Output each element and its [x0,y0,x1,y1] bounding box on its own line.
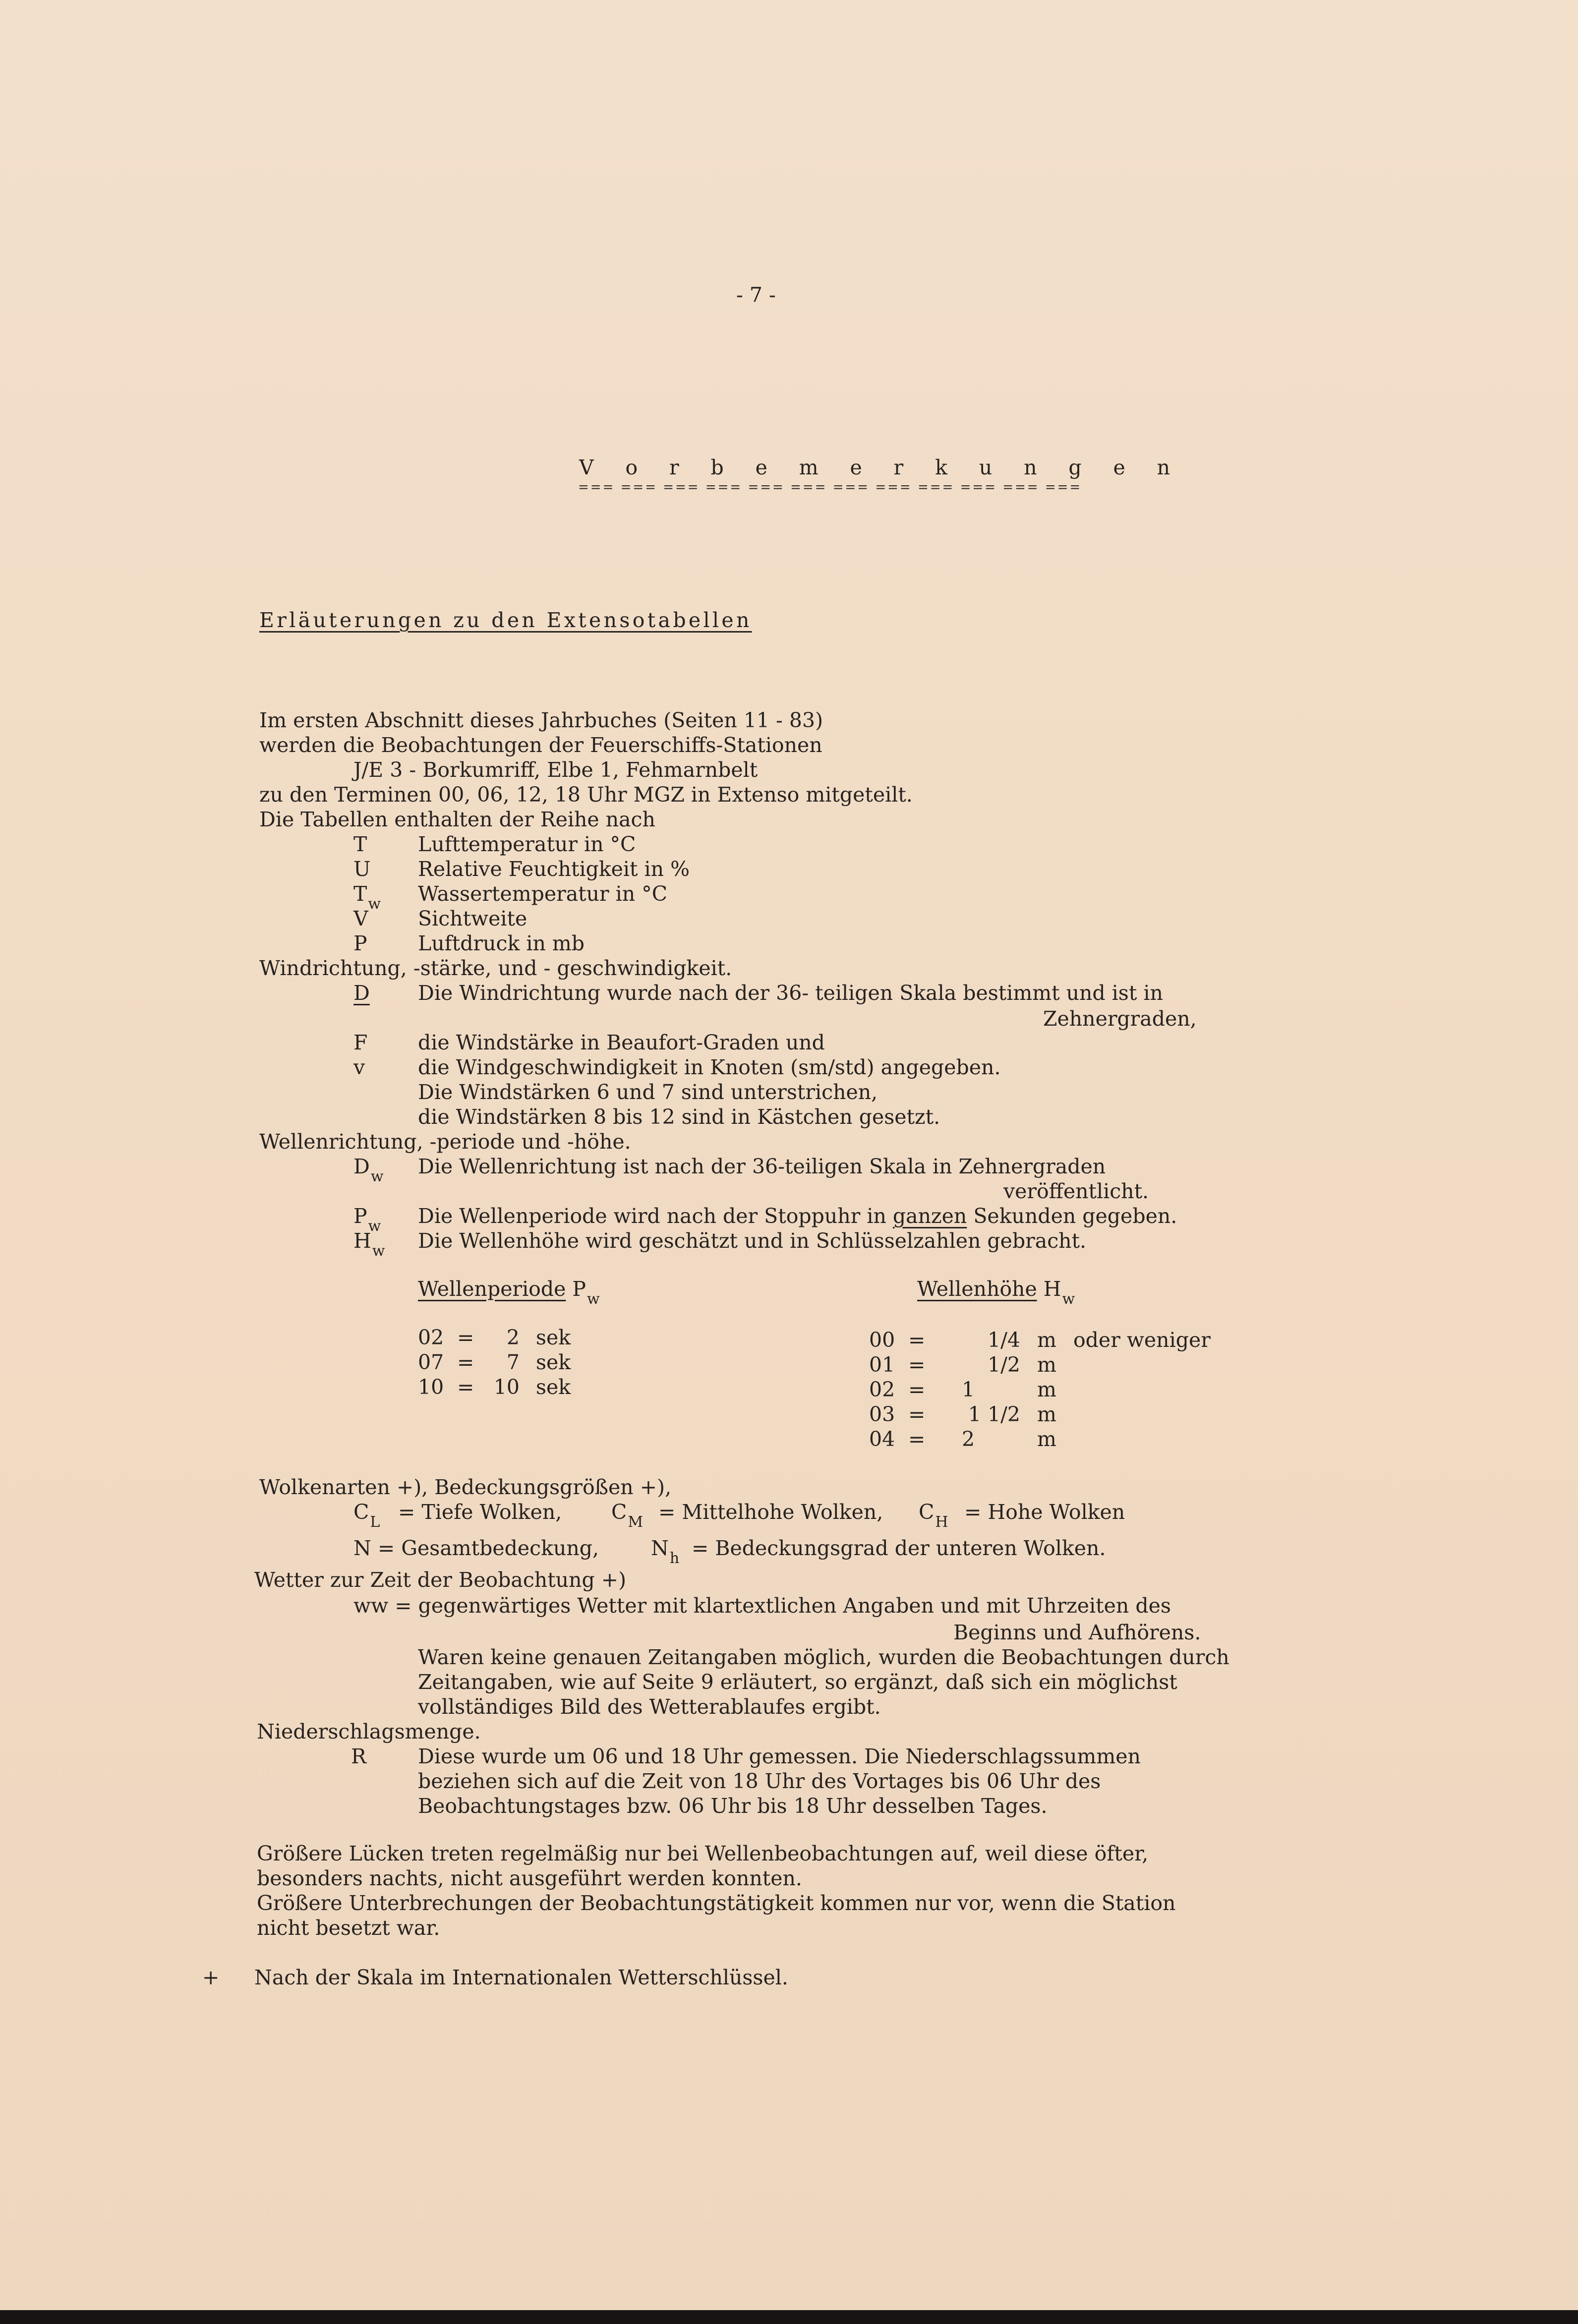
clouds-cl-text: = Tiefe Wolken, [398,1500,562,1524]
footnote-mark: + [202,1966,220,1989]
height-unit: m [1037,1328,1056,1352]
waves-h-text: Die Wellenhöhe wird geschätzt und in Schlüsselzahlen gebracht. [418,1229,1087,1253]
var-desc: Sichtweite [418,907,527,930]
height-unit: m [1037,1378,1056,1401]
height-code: 01 [869,1353,895,1377]
waves-heading: Wellenrichtung, -periode und -höhe. [259,1130,631,1154]
clouds-cm-text: = Mittelhohe Wolken, [658,1500,883,1524]
height-value: 2 [962,1427,975,1451]
height-value: 1/4 [988,1328,1020,1352]
wind-f-symbol: F [353,1031,368,1054]
waves-p-symbol: $P_w$ [353,1204,381,1235]
scan-bottom-edge [0,2310,1578,2324]
title-rule: === === === === === === === === === === === === [578,480,1082,495]
period-eq: = [457,1350,474,1374]
clouds-nh-symbol: $N_h$ [651,1536,680,1567]
period-eq: = [457,1326,474,1349]
clouds-ch-symbol: $C_H$ [919,1500,948,1531]
weather-ww-text: ww = gegenwärtiges Wetter mit klartextlichen Angaben und mit Uhrzeiten des [353,1594,1171,1618]
height-code: 02 [869,1378,895,1401]
period-value: 2 [506,1326,520,1349]
wind-d-cont: Zehnergraden, [1043,1007,1197,1031]
period-value: 10 [493,1375,520,1399]
period-value: 7 [506,1350,520,1374]
waves-d-text: Die Wellenrichtung ist nach der 36-teiligen Skala in Zehnergraden [418,1155,1106,1178]
wind-d-symbol: D [353,981,370,1005]
var-desc: Wassertemperatur in °C [418,882,668,906]
page-title: V o r b e m e r k u n g e n [579,456,1183,479]
height-table-title: Wellenhöhe $H_w$ [917,1277,1075,1308]
intro-line: Im ersten Abschnitt dieses Jahrbuches (Seiten 11 - 83) [259,708,823,732]
waves-h-symbol: $H_w$ [353,1229,385,1260]
wind-note: die Windstärken 8 bis 12 sind in Kästchen gesetzt. [418,1105,940,1129]
footnote-text: Nach der Skala im Internationalen Wetterschlüssel. [254,1966,788,1989]
height-value: 1 [962,1378,975,1401]
weather-heading: Wetter zur Zeit der Beobachtung +) [254,1568,627,1592]
clouds-cm-symbol: $C_M$ [611,1500,643,1531]
closing-line: Größere Lücken treten regelmäßig nur bei Wellenbeobachtungen auf, weil diese öfter, [257,1842,1149,1865]
wind-heading: Windrichtung, -stärke, und - geschwindigkeit. [259,956,732,980]
clouds-heading: Wolkenarten +), Bedeckungsgrößen +), [259,1475,672,1499]
height-unit: m [1037,1427,1056,1451]
weather-ww-cont: Beginns und Aufhörens. [953,1621,1201,1644]
height-eq: = [908,1402,926,1426]
var-desc: Lufttemperatur in °C [418,832,636,856]
precip-line: Diese wurde um 06 und 18 Uhr gemessen. Die Niederschlagssummen [418,1744,1141,1768]
weather-para-line: Zeitangaben, wie auf Seite 9 erläutert, so ergänzt, daß sich ein möglichst [418,1670,1177,1694]
height-code: 00 [869,1328,895,1352]
period-code: 07 [418,1350,444,1374]
intro-line: werden die Beobachtungen der Feuerschiffs-Stationen [259,733,822,757]
height-eq: = [908,1427,926,1451]
var-symbol: V [353,907,368,930]
weather-para-line: Waren keine genauen Zeitangaben möglich, wurden die Beobachtungen durch [418,1645,1229,1669]
section-heading: Erläuterungen zu den Extensotabellen [259,608,752,632]
intro-line: J/E 3 - Borkumriff, Elbe 1, Fehmarnbelt [353,758,758,782]
height-unit: m [1037,1353,1056,1377]
height-eq: = [908,1353,926,1377]
intro-line: zu den Terminen 00, 06, 12, 18 Uhr MGZ in Extenso mitgeteilt. [259,783,913,807]
period-unit: sek [536,1350,571,1374]
precip-heading: Niederschlagsmenge. [257,1720,481,1743]
period-code: 02 [418,1326,444,1349]
height-value: 1 1/2 [968,1402,1020,1426]
intro-line: Die Tabellen enthalten der Reihe nach [259,808,655,831]
height-unit: m [1037,1402,1056,1426]
wind-d-text: Die Windrichtung wurde nach der 36- teiligen Skala bestimmt und ist in [418,981,1163,1005]
waves-d-symbol: $D_w$ [353,1155,384,1185]
wind-v-symbol: v [353,1055,365,1079]
height-eq: = [908,1378,926,1401]
period-eq: = [457,1375,474,1399]
precip-symbol: R [351,1744,366,1768]
height-code: 03 [869,1402,895,1426]
var-symbol: P [353,931,367,955]
clouds-n-text: N = Gesamtbedeckung, [353,1536,599,1560]
var-symbol: T [353,832,367,856]
var-desc: Luftdruck in mb [418,931,585,955]
wind-note: Die Windstärken 6 und 7 sind unterstrichen, [418,1080,878,1104]
waves-d-cont: veröffentlicht. [1003,1179,1149,1203]
height-code: 04 [869,1427,895,1451]
var-symbol: $T_w$ [353,882,381,913]
wind-f-text: die Windstärke in Beaufort-Graden und [418,1031,825,1054]
period-code: 10 [418,1375,444,1399]
height-eq: = [908,1328,926,1352]
var-symbol: U [353,857,371,881]
clouds-cl-symbol: $C_L$ [353,1500,380,1531]
closing-line: Größere Unterbrechungen der Beobachtungstätigkeit kommen nur vor, wenn die Station [257,1891,1176,1915]
emphasis-ganzen: ganzen [892,1204,967,1228]
wind-v-text: die Windgeschwindigkeit in Knoten (sm/std) angegeben. [418,1055,1001,1079]
height-value: 1/2 [988,1353,1020,1377]
weather-para-line: vollständiges Bild des Wetterablaufes ergibt. [418,1695,881,1719]
closing-line: besonders nachts, nicht ausgeführt werden konnten. [257,1866,802,1890]
period-unit: sek [536,1326,571,1349]
precip-line: Beobachtungstages bzw. 06 Uhr bis 18 Uhr desselben Tages. [418,1794,1048,1818]
precip-line: beziehen sich auf die Zeit von 18 Uhr des Vortages bis 06 Uhr des [418,1769,1101,1793]
var-desc: Relative Feuchtigkeit in % [418,857,690,881]
period-table-title: Wellenperiode $P_w$ [418,1277,600,1308]
clouds-ch-text: = Hohe Wolken [964,1500,1125,1524]
clouds-nh-text: = Bedeckungsgrad der unteren Wolken. [692,1536,1106,1560]
waves-p-text: Die Wellenperiode wird nach der Stoppuhr in ganzen Sekunden gegeben. [418,1204,1177,1228]
closing-line: nicht besetzt war. [257,1916,440,1940]
period-unit: sek [536,1375,571,1399]
height-extra: oder weniger [1073,1328,1211,1352]
page-number: - 7 - [736,283,776,307]
